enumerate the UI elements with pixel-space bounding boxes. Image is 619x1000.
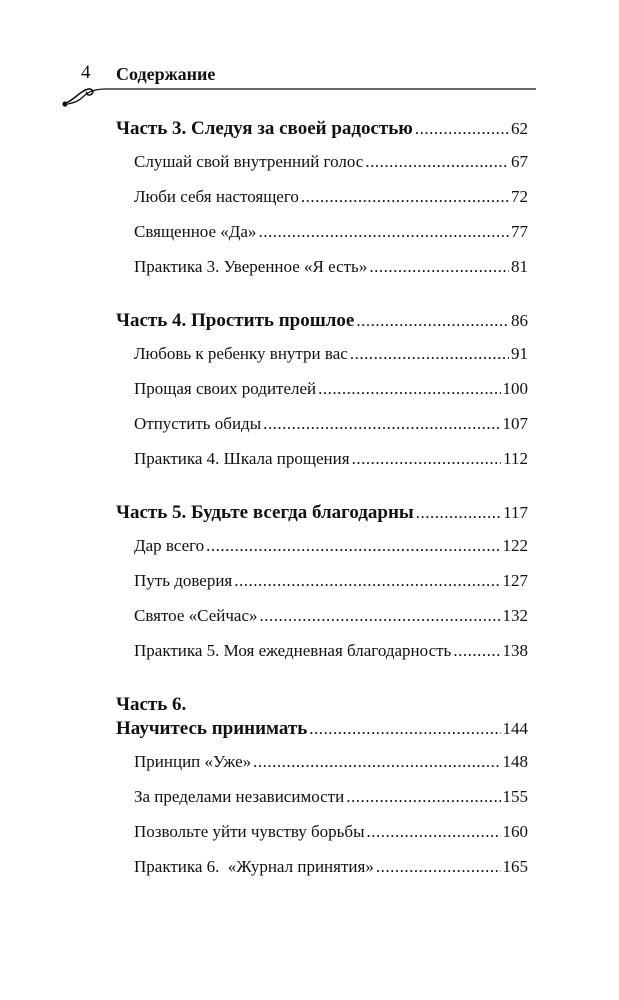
toc-chapter-entry[interactable] (116, 639, 528, 674)
dot-leader (301, 185, 509, 209)
part-title: Часть 3. Следуя за своей радостью (116, 118, 413, 139)
dot-leader (352, 447, 502, 471)
dot-leader (206, 534, 500, 558)
chapter-title: Принцип «Уже» (134, 752, 252, 771)
dot-leader (346, 785, 500, 809)
dot-leader (453, 639, 500, 663)
toc-part-entry[interactable] (116, 716, 528, 750)
chapter-page-number: 132 (502, 606, 528, 625)
toc-chapter-entry[interactable] (116, 255, 528, 290)
toc-chapter-entry[interactable] (116, 604, 528, 639)
part-heading-line: Часть 6. (116, 694, 187, 715)
flourish-rule-icon (56, 80, 536, 108)
dot-leader (416, 500, 501, 526)
chapter-title: Любовь к ребенку внутри вас (134, 344, 348, 363)
chapter-title: Практика 3. Уверенное «Я есть» (134, 257, 368, 276)
toc-chapter-entry[interactable] (116, 447, 528, 482)
toc-chapter-entry[interactable] (116, 412, 528, 447)
chapter-page-number: 67 (511, 152, 528, 171)
toc-chapter-entry[interactable] (116, 377, 528, 412)
toc-chapter-entry[interactable] (116, 534, 528, 569)
toc-chapter-entry[interactable] (116, 750, 528, 785)
part-page-number: 62 (511, 119, 528, 138)
running-title: Содержание (116, 64, 216, 84)
chapter-page-number: 127 (502, 571, 528, 590)
chapter-page-number: 155 (502, 787, 528, 806)
chapter-title: Дар всего (134, 536, 205, 555)
dot-leader (415, 116, 509, 142)
dot-leader (263, 412, 500, 436)
toc-chapter-entry[interactable] (116, 150, 528, 185)
chapter-title: Святое «Сейчас» (134, 606, 258, 625)
toc-part-3 (116, 116, 528, 290)
part-title: Часть 4. Простить прошлое (116, 310, 355, 331)
chapter-title: Практика 6. «Журнал принятия» (134, 857, 374, 876)
part-page-number: 86 (511, 311, 528, 330)
chapter-title: Прощая своих родителей (134, 379, 317, 398)
chapter-title: Отпустить обиды (134, 414, 262, 433)
chapter-title: Практика 4. Шкала прощения (134, 449, 350, 468)
part-page-number: 144 (502, 719, 528, 738)
part-page-number: 117 (503, 503, 528, 522)
chapter-page-number: 72 (511, 187, 528, 206)
chapter-title: За пределами независимости (134, 787, 345, 806)
chapter-title: Позвольте уйти чувству борьбы (134, 822, 365, 841)
chapter-page-number: 91 (511, 344, 528, 363)
chapter-page-number: 138 (502, 641, 528, 660)
dot-leader (318, 377, 500, 401)
chapter-title: Слушай свой внутренний голос (134, 152, 364, 171)
chapter-page-number: 100 (502, 379, 528, 398)
toc-chapter-entry[interactable] (116, 855, 528, 890)
dot-leader (309, 716, 500, 742)
part-title: Часть 5. Будьте всегда благодарны (116, 502, 414, 523)
dot-leader (369, 255, 509, 279)
chapter-title: Люби себя настоящего (134, 187, 299, 206)
table-of-contents (116, 116, 528, 908)
dot-leader (356, 308, 509, 334)
toc-part-4 (116, 308, 528, 482)
toc-part-entry[interactable] (116, 500, 528, 534)
toc-part-entry[interactable] (116, 116, 528, 150)
toc-chapter-entry[interactable] (116, 569, 528, 604)
dot-leader (350, 342, 509, 366)
toc-chapter-entry[interactable] (116, 185, 528, 220)
chapter-title: Священное «Да» (134, 222, 257, 241)
dot-leader (253, 750, 500, 774)
page-number: 4 (81, 62, 91, 83)
chapter-title: Путь доверия (134, 571, 233, 590)
toc-chapter-entry[interactable] (116, 342, 528, 377)
chapter-page-number: 81 (511, 257, 528, 276)
toc-part-6 (116, 692, 528, 890)
toc-chapter-entry[interactable] (116, 785, 528, 820)
dot-leader (260, 604, 501, 628)
dot-leader (376, 855, 501, 879)
toc-part-entry[interactable] (116, 308, 528, 342)
chapter-page-number: 165 (502, 857, 528, 876)
running-header (0, 0, 619, 110)
dot-leader (365, 150, 509, 174)
chapter-title: Практика 5. Моя ежедневная благодарность (134, 641, 452, 660)
toc-part-5 (116, 500, 528, 674)
chapter-page-number: 112 (503, 449, 528, 468)
chapter-page-number: 77 (511, 222, 528, 241)
chapter-page-number: 107 (502, 414, 528, 433)
chapter-page-number: 122 (502, 536, 528, 555)
dot-leader (367, 820, 501, 844)
dot-leader (258, 220, 509, 244)
chapter-page-number: 148 (502, 752, 528, 771)
dot-leader (234, 569, 500, 593)
toc-chapter-entry[interactable] (116, 220, 528, 255)
chapter-page-number: 160 (502, 822, 528, 841)
toc-chapter-entry[interactable] (116, 820, 528, 855)
part-title: Научитесь принимать (116, 718, 308, 739)
